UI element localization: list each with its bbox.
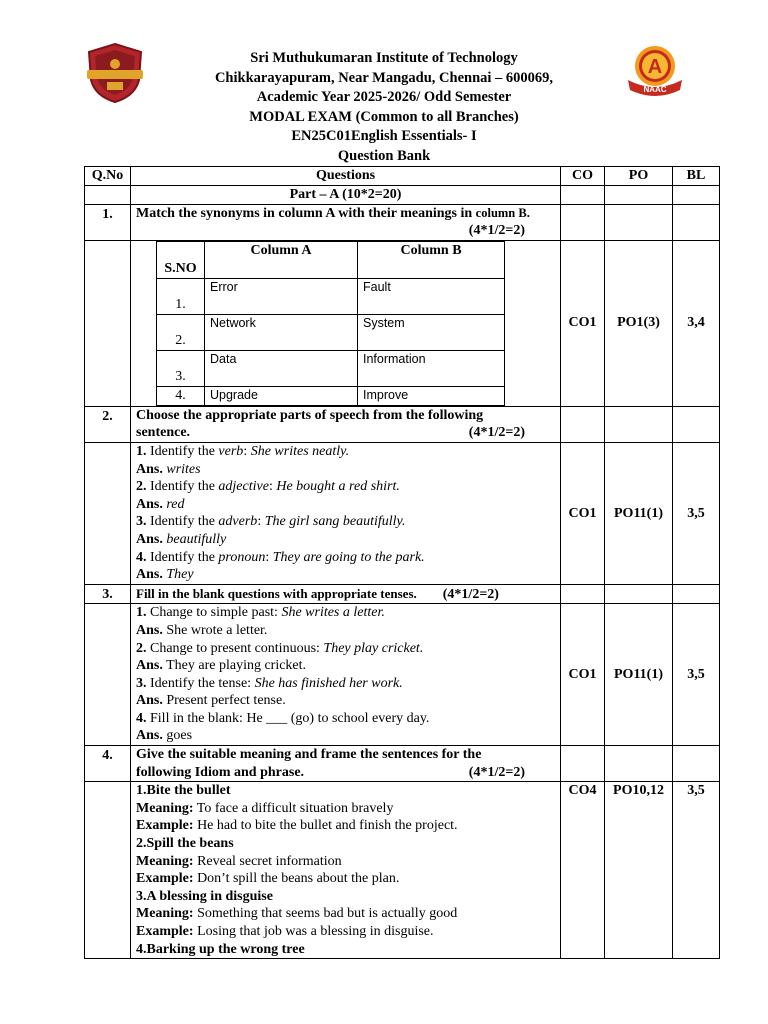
example-line	[136, 870, 555, 888]
meaning-label: Meaning:	[136, 906, 194, 922]
item-prompt: Identify the tense:	[146, 675, 255, 691]
meaning-text: Reveal secret information	[193, 853, 342, 869]
answer-text: She wrote a letter.	[162, 622, 268, 638]
idiom-title: 3.A blessing in disguise	[136, 888, 273, 904]
item-number: 1.	[136, 605, 147, 621]
item-prompt: Fill in the blank: He ___ (go) to school every day.	[146, 710, 430, 726]
item-part-of-speech: pronoun	[218, 549, 266, 565]
q4-title-row	[85, 746, 720, 782]
table-row	[157, 314, 505, 350]
item-sentence: They play cricket.	[323, 640, 424, 656]
example-text: Don’t spill the beans about the plan.	[193, 871, 400, 887]
exam-title: MODAL EXAM (Common to all Branches)	[249, 108, 519, 125]
item-number: 2.	[136, 479, 147, 495]
q1-po: PO1(3)	[605, 240, 673, 406]
meaning-text: To face a difficult situation bravely	[193, 800, 394, 816]
q1-bl: 3,4	[673, 240, 720, 406]
example-label: Example:	[136, 818, 194, 834]
list-item	[136, 675, 555, 693]
q3-marks: (4*1/2=2)	[442, 586, 499, 602]
answer-label: Ans.	[136, 728, 163, 744]
header-bl: BL	[673, 167, 720, 186]
header-co: CO	[561, 167, 605, 186]
meaning-label: Meaning:	[136, 800, 194, 816]
item-prompt: Change to present continuous:	[146, 640, 324, 656]
item-sentence: She writes neatly.	[250, 443, 350, 459]
answer-text: writes	[166, 461, 201, 477]
header-po: PO	[605, 167, 673, 186]
answer-label: Ans.	[136, 461, 163, 477]
answer-label: Ans.	[136, 496, 163, 512]
q2-text	[131, 406, 561, 442]
meaning-line	[136, 853, 555, 871]
academic-year: Academic Year 2025-2026/ Odd Semester	[256, 89, 512, 106]
answer-line	[136, 692, 555, 710]
list-item	[136, 640, 555, 658]
q3-body-row	[85, 604, 720, 746]
answer-text: They are playing cricket.	[162, 658, 307, 674]
item-separator: :	[243, 443, 251, 459]
item-sentence: He bought a red shirt.	[276, 479, 400, 495]
institute-name: Sri Muthukumaran Institute of Technology	[250, 50, 518, 66]
institute-address: Chikkarayapuram, Near Mangadu, Chennai – 600069,	[214, 69, 554, 86]
match-col-b-cell: Fault	[358, 278, 505, 314]
item-prompt: Identify the	[146, 443, 219, 459]
example-label: Example:	[136, 871, 194, 887]
q2-bl: 3,5	[673, 442, 720, 584]
q2-co: CO1	[561, 442, 605, 584]
example-text: Losing that job was a blessing in disguise.	[193, 924, 434, 939]
answer-label: Ans.	[136, 693, 163, 709]
meaning-line	[136, 905, 555, 923]
match-col-a-cell: Upgrade	[205, 386, 358, 405]
q2-body	[131, 442, 561, 584]
answer-line	[136, 461, 555, 479]
list-item	[136, 710, 555, 728]
match-col-a-cell: Network	[205, 314, 358, 350]
answer-line	[136, 727, 555, 745]
q3-title-row	[85, 584, 720, 604]
match-col-a-cell: Error	[205, 278, 358, 314]
answer-label: Ans.	[136, 658, 163, 674]
match-header-row	[157, 241, 505, 278]
match-col-b-cell: Improve	[358, 386, 505, 405]
q3-text	[131, 584, 561, 604]
q4-text-line2: following Idiom and phrase.	[136, 764, 305, 780]
item-prompt: Identify the	[146, 479, 219, 495]
naac-badge-logo	[624, 42, 686, 104]
q2-title-row	[85, 406, 720, 442]
match-col-b-cell: Information	[358, 350, 505, 386]
list-item	[136, 549, 555, 567]
meaning-label: Meaning:	[136, 853, 194, 869]
item-number: 3.	[136, 675, 147, 691]
answer-label: Ans.	[136, 567, 163, 583]
table-header-row	[85, 167, 720, 186]
item-part-of-speech: verb	[218, 443, 244, 459]
q3-co: CO1	[561, 604, 605, 746]
meaning-text: Something that seems bad but is actually good	[193, 906, 458, 922]
part-a-row	[85, 186, 720, 205]
q4-number: 4.	[85, 746, 131, 782]
q1-body	[131, 240, 561, 406]
answer-text: Present perfect tense.	[162, 693, 286, 709]
answer-line	[136, 496, 555, 514]
item-number: 1.	[136, 443, 147, 459]
q1-number: 1.	[85, 204, 131, 240]
document-header	[150, 49, 618, 167]
answer-text: red	[166, 496, 185, 512]
q3-text-main: Fill in the blank questions with appropriate tenses.	[136, 585, 417, 601]
match-header-sno: S.NO	[157, 241, 205, 278]
q4-text	[131, 746, 561, 782]
match-col-a-cell: Data	[205, 350, 358, 386]
idiom-title: 4.Barking up the wrong tree	[136, 941, 305, 957]
q1-text-small: column B.	[475, 205, 530, 220]
example-text: He had to bite the bullet and finish the project.	[193, 818, 458, 834]
item-prompt: Identify the	[146, 549, 219, 565]
list-item	[136, 604, 555, 622]
item-part-of-speech: adjective	[218, 479, 269, 495]
answer-label: Ans.	[136, 622, 163, 638]
q2-text-line2: sentence.	[136, 425, 191, 441]
list-item	[136, 513, 555, 531]
idiom-title: 1.Bite the bullet	[136, 783, 231, 799]
q4-bl: 3,5	[673, 782, 720, 959]
item-part-of-speech: adverb	[218, 514, 258, 530]
q4-po: PO10,12	[605, 782, 673, 959]
match-sno: 3.	[157, 350, 205, 386]
q2-po: PO11(1)	[605, 442, 673, 584]
table-row	[157, 350, 505, 386]
q3-po: PO11(1)	[605, 604, 673, 746]
q4-co: CO4	[561, 782, 605, 959]
match-sno: 1.	[157, 278, 205, 314]
q4-body-row	[85, 782, 720, 959]
q2-marks: (4*1/2=2)	[468, 425, 525, 441]
header-qno: Q.No	[85, 167, 131, 186]
item-sentence: She has finished her work.	[254, 675, 403, 691]
item-number: 4.	[136, 549, 147, 565]
q1-title-row	[85, 204, 720, 240]
meaning-line	[136, 800, 555, 818]
q4-marks: (4*1/2=2)	[468, 764, 525, 780]
list-item	[136, 478, 555, 496]
document-type: Question Bank	[337, 147, 431, 164]
answer-line	[136, 657, 555, 675]
match-sno: 2.	[157, 314, 205, 350]
item-number: 2.	[136, 640, 147, 656]
q1-body-row	[85, 240, 720, 406]
item-prompt: Change to simple past:	[146, 605, 282, 621]
match-header-col-a: Column A	[205, 241, 358, 278]
match-header-col-b: Column B	[358, 241, 505, 278]
item-separator: :	[257, 514, 265, 530]
q3-number: 3.	[85, 584, 131, 604]
example-line	[136, 817, 555, 835]
q4-body	[131, 782, 561, 959]
question-bank-table	[84, 166, 720, 959]
example-label: Example:	[136, 924, 194, 939]
q3-bl: 3,5	[673, 604, 720, 746]
q1-marks: (4*1/2=2)	[468, 223, 525, 239]
course-title: EN25C01English Essentials- I	[291, 128, 477, 145]
item-separator: :	[268, 479, 277, 495]
table-row	[157, 278, 505, 314]
example-line	[136, 923, 555, 941]
table-row	[157, 386, 505, 405]
list-item	[136, 443, 555, 461]
answer-line	[136, 622, 555, 640]
match-sno: 4.	[157, 386, 205, 405]
item-number: 4.	[136, 710, 147, 726]
q2-text-line1: Choose the appropriate parts of speech from the following	[136, 407, 484, 423]
idiom-title: 2.Spill the beans	[136, 836, 234, 852]
q1-co: CO1	[561, 240, 605, 406]
item-number: 3.	[136, 514, 147, 530]
item-separator: :	[265, 549, 273, 565]
institute-crest-logo	[85, 42, 145, 104]
answer-text: They	[166, 567, 194, 583]
naac-grade-letter: A	[647, 56, 663, 78]
answer-line	[136, 566, 555, 584]
q2-body-row	[85, 442, 720, 584]
part-a-title: Part – A (10*2=20)	[131, 186, 561, 205]
q1-text-main: Match the synonyms in column A with their meanings in	[136, 205, 473, 221]
item-sentence: The girl sang beautifully.	[264, 514, 406, 530]
answer-line	[136, 531, 555, 549]
q1-match-table	[156, 241, 505, 406]
answer-text: goes	[162, 728, 193, 744]
answer-text: beautifully	[166, 531, 227, 547]
q2-number: 2.	[85, 406, 131, 442]
item-sentence: She writes a letter.	[281, 605, 385, 621]
naac-label: NAAC	[643, 85, 667, 94]
header-questions: Questions	[131, 167, 561, 186]
q3-body	[131, 604, 561, 746]
q1-text	[131, 204, 561, 240]
match-col-b-cell: System	[358, 314, 505, 350]
item-sentence: They are going to the park.	[272, 549, 425, 565]
q4-text-line1: Give the suitable meaning and frame the sentences for the	[136, 747, 482, 763]
item-prompt: Identify the	[146, 514, 219, 530]
answer-label: Ans.	[136, 531, 163, 547]
